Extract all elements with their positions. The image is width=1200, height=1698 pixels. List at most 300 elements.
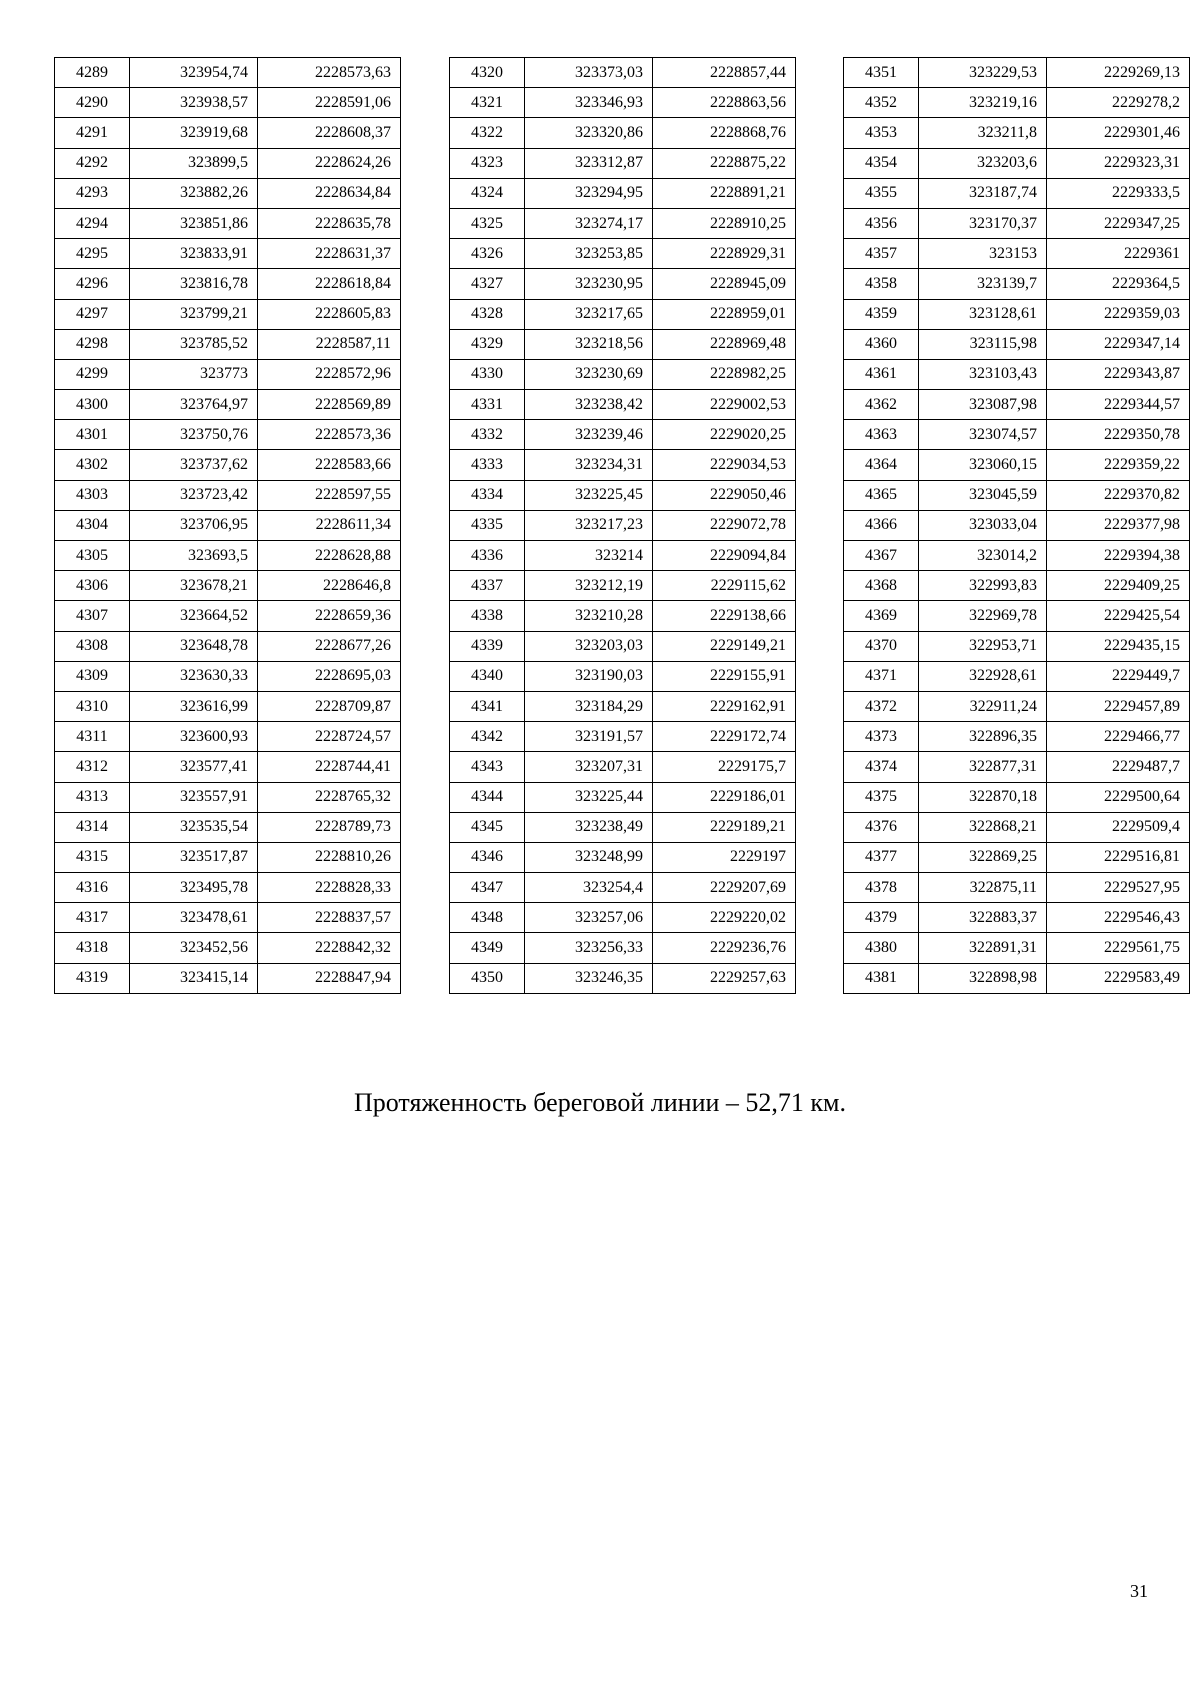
table-row (450, 661, 796, 691)
y-coordinate-cell: 2229138,66 (653, 601, 796, 631)
table-row (450, 390, 796, 420)
point-number-cell: 4341 (450, 691, 525, 721)
point-number-cell: 4370 (844, 631, 919, 661)
point-number-cell: 4338 (450, 601, 525, 631)
table-row (55, 359, 401, 389)
y-coordinate-cell: 2229359,22 (1047, 450, 1190, 480)
table-row (55, 329, 401, 359)
x-coordinate-cell: 323346,93 (525, 88, 653, 118)
point-number-cell: 4289 (55, 58, 130, 88)
y-coordinate-cell: 2229435,15 (1047, 631, 1190, 661)
x-coordinate-cell: 323210,28 (525, 601, 653, 631)
y-coordinate-cell: 2229394,38 (1047, 541, 1190, 571)
point-number-cell: 4363 (844, 420, 919, 450)
x-coordinate-cell: 323678,21 (130, 571, 258, 601)
table-row (450, 359, 796, 389)
x-coordinate-cell: 323139,7 (919, 269, 1047, 299)
table-row (844, 722, 1190, 752)
point-number-cell: 4324 (450, 178, 525, 208)
point-number-cell: 4334 (450, 480, 525, 510)
point-number-cell: 4323 (450, 148, 525, 178)
y-coordinate-cell: 2228587,11 (258, 329, 401, 359)
point-number-cell: 4376 (844, 812, 919, 842)
page-number: 31 (1130, 1581, 1148, 1601)
table-row (55, 752, 401, 782)
point-number-cell: 4339 (450, 631, 525, 661)
y-coordinate-cell: 2229409,25 (1047, 571, 1190, 601)
table-row (844, 390, 1190, 420)
coastline-length-text: Протяженность береговой линии – 52,71 км. (353, 1088, 847, 1117)
table-row (844, 903, 1190, 933)
y-coordinate-cell: 2228945,09 (653, 269, 796, 299)
x-coordinate-cell: 323630,33 (130, 661, 258, 691)
y-coordinate-cell: 2229347,25 (1047, 208, 1190, 238)
point-number-cell: 4377 (844, 842, 919, 872)
table-row (450, 269, 796, 299)
point-number-cell: 4331 (450, 390, 525, 420)
y-coordinate-cell: 2229155,91 (653, 661, 796, 691)
table-row (844, 842, 1190, 872)
point-number-cell: 4316 (55, 873, 130, 903)
x-coordinate-cell: 323452,56 (130, 933, 258, 963)
table-row (55, 510, 401, 540)
point-number-cell: 4330 (450, 359, 525, 389)
table-row (55, 782, 401, 812)
point-number-cell: 4301 (55, 420, 130, 450)
x-coordinate-cell: 323882,26 (130, 178, 258, 208)
x-coordinate-cell: 323750,76 (130, 420, 258, 450)
y-coordinate-cell: 2228868,76 (653, 118, 796, 148)
y-coordinate-cell: 2229527,95 (1047, 873, 1190, 903)
x-coordinate-cell: 323764,97 (130, 390, 258, 420)
table-row (844, 208, 1190, 238)
table-row (450, 873, 796, 903)
point-number-cell: 4361 (844, 359, 919, 389)
x-coordinate-cell: 323785,52 (130, 329, 258, 359)
x-coordinate-cell: 322868,21 (919, 812, 1047, 842)
x-coordinate-cell: 323153 (919, 239, 1047, 269)
table-row (844, 329, 1190, 359)
y-coordinate-cell: 2228572,96 (258, 359, 401, 389)
x-coordinate-cell: 323217,65 (525, 299, 653, 329)
y-coordinate-cell: 2228709,87 (258, 691, 401, 721)
y-coordinate-cell: 2229509,4 (1047, 812, 1190, 842)
point-number-cell: 4309 (55, 661, 130, 691)
y-coordinate-cell: 2229189,21 (653, 812, 796, 842)
y-coordinate-cell: 2228677,26 (258, 631, 401, 661)
point-number-cell: 4310 (55, 691, 130, 721)
point-number-cell: 4307 (55, 601, 130, 631)
point-number-cell: 4379 (844, 903, 919, 933)
point-number-cell: 4295 (55, 239, 130, 269)
x-coordinate-cell: 323115,98 (919, 329, 1047, 359)
y-coordinate-cell: 2229546,43 (1047, 903, 1190, 933)
y-coordinate-cell: 2228646,8 (258, 571, 401, 601)
point-number-cell: 4365 (844, 480, 919, 510)
table-row (450, 541, 796, 571)
y-coordinate-cell: 2229020,25 (653, 420, 796, 450)
point-number-cell: 4293 (55, 178, 130, 208)
table-row (844, 933, 1190, 963)
y-coordinate-cell: 2228573,63 (258, 58, 401, 88)
y-coordinate-cell: 2229197 (653, 842, 796, 872)
y-coordinate-cell: 2228628,88 (258, 541, 401, 571)
coordinates-table-1 (54, 57, 401, 994)
y-coordinate-cell: 2228591,06 (258, 88, 401, 118)
y-coordinate-cell: 2228789,73 (258, 812, 401, 842)
x-coordinate-cell: 323087,98 (919, 390, 1047, 420)
point-number-cell: 4292 (55, 148, 130, 178)
table-row (844, 148, 1190, 178)
point-number-cell: 4380 (844, 933, 919, 963)
table-row (844, 118, 1190, 148)
table-row (450, 510, 796, 540)
y-coordinate-cell: 2228810,26 (258, 842, 401, 872)
x-coordinate-cell: 323128,61 (919, 299, 1047, 329)
point-number-cell: 4337 (450, 571, 525, 601)
y-coordinate-cell: 2229364,5 (1047, 269, 1190, 299)
x-coordinate-cell: 323954,74 (130, 58, 258, 88)
x-coordinate-cell: 323664,52 (130, 601, 258, 631)
x-coordinate-cell: 323246,35 (525, 963, 653, 993)
x-coordinate-cell: 322911,24 (919, 691, 1047, 721)
x-coordinate-cell: 323773 (130, 359, 258, 389)
table-row (450, 571, 796, 601)
y-coordinate-cell: 2228863,56 (653, 88, 796, 118)
x-coordinate-cell: 323239,46 (525, 420, 653, 450)
point-number-cell: 4349 (450, 933, 525, 963)
y-coordinate-cell: 2228875,22 (653, 148, 796, 178)
point-number-cell: 4358 (844, 269, 919, 299)
table-row (844, 541, 1190, 571)
point-number-cell: 4319 (55, 963, 130, 993)
y-coordinate-cell: 2229186,01 (653, 782, 796, 812)
table-row (450, 963, 796, 993)
table-row (844, 510, 1190, 540)
table-row (844, 812, 1190, 842)
table-row (55, 208, 401, 238)
table-row (844, 691, 1190, 721)
y-coordinate-cell: 2228608,37 (258, 118, 401, 148)
y-coordinate-cell: 2229278,2 (1047, 88, 1190, 118)
coordinates-table-2 (449, 57, 796, 994)
table-row (55, 661, 401, 691)
point-number-cell: 4347 (450, 873, 525, 903)
point-number-cell: 4322 (450, 118, 525, 148)
y-coordinate-cell: 2228597,55 (258, 480, 401, 510)
table-row (450, 782, 796, 812)
y-coordinate-cell: 2229034,53 (653, 450, 796, 480)
table-row (450, 631, 796, 661)
y-coordinate-cell: 2229002,53 (653, 390, 796, 420)
point-number-cell: 4362 (844, 390, 919, 420)
table-row (450, 299, 796, 329)
table-row (844, 873, 1190, 903)
table-row (844, 752, 1190, 782)
y-coordinate-cell: 2229323,31 (1047, 148, 1190, 178)
table-row (450, 178, 796, 208)
table-row (55, 118, 401, 148)
point-number-cell: 4374 (844, 752, 919, 782)
table-row (844, 88, 1190, 118)
table-row (55, 88, 401, 118)
y-coordinate-cell: 2229207,69 (653, 873, 796, 903)
x-coordinate-cell: 322993,83 (919, 571, 1047, 601)
table-row (844, 782, 1190, 812)
y-coordinate-cell: 2229269,13 (1047, 58, 1190, 88)
table-row (55, 631, 401, 661)
x-coordinate-cell: 323373,03 (525, 58, 653, 88)
y-coordinate-cell: 2229350,78 (1047, 420, 1190, 450)
table-row (844, 58, 1190, 88)
y-coordinate-cell: 2229561,75 (1047, 933, 1190, 963)
table-row (450, 148, 796, 178)
x-coordinate-cell: 323230,95 (525, 269, 653, 299)
point-number-cell: 4342 (450, 722, 525, 752)
x-coordinate-cell: 323938,57 (130, 88, 258, 118)
table-row (450, 752, 796, 782)
point-number-cell: 4327 (450, 269, 525, 299)
table-row (450, 118, 796, 148)
table-row (450, 329, 796, 359)
x-coordinate-cell: 322870,18 (919, 782, 1047, 812)
x-coordinate-cell: 323248,99 (525, 842, 653, 872)
x-coordinate-cell: 323219,16 (919, 88, 1047, 118)
table-row (55, 480, 401, 510)
point-number-cell: 4317 (55, 903, 130, 933)
table-row (55, 873, 401, 903)
x-coordinate-cell: 323648,78 (130, 631, 258, 661)
point-number-cell: 4320 (450, 58, 525, 88)
table-row (55, 812, 401, 842)
point-number-cell: 4297 (55, 299, 130, 329)
y-coordinate-cell: 2229377,98 (1047, 510, 1190, 540)
x-coordinate-cell: 323693,5 (130, 541, 258, 571)
point-number-cell: 4332 (450, 420, 525, 450)
point-number-cell: 4372 (844, 691, 919, 721)
table-row (844, 601, 1190, 631)
table-row (55, 601, 401, 631)
y-coordinate-cell: 2229301,46 (1047, 118, 1190, 148)
point-number-cell: 4302 (55, 450, 130, 480)
y-coordinate-cell: 2229516,81 (1047, 842, 1190, 872)
y-coordinate-cell: 2229220,02 (653, 903, 796, 933)
y-coordinate-cell: 2228618,84 (258, 269, 401, 299)
point-number-cell: 4355 (844, 178, 919, 208)
point-number-cell: 4346 (450, 842, 525, 872)
y-coordinate-cell: 2228624,26 (258, 148, 401, 178)
x-coordinate-cell: 323616,99 (130, 691, 258, 721)
point-number-cell: 4359 (844, 299, 919, 329)
point-number-cell: 4354 (844, 148, 919, 178)
x-coordinate-cell: 322875,11 (919, 873, 1047, 903)
y-coordinate-cell: 2229343,87 (1047, 359, 1190, 389)
table-row (844, 299, 1190, 329)
table-row (844, 420, 1190, 450)
point-number-cell: 4325 (450, 208, 525, 238)
table-row (55, 722, 401, 752)
x-coordinate-cell: 322898,98 (919, 963, 1047, 993)
y-coordinate-cell: 2229149,21 (653, 631, 796, 661)
point-number-cell: 4352 (844, 88, 919, 118)
y-coordinate-cell: 2228969,48 (653, 329, 796, 359)
table-row (450, 420, 796, 450)
point-number-cell: 4328 (450, 299, 525, 329)
point-number-cell: 4367 (844, 541, 919, 571)
point-number-cell: 4318 (55, 933, 130, 963)
table-row (450, 450, 796, 480)
x-coordinate-cell: 323225,45 (525, 480, 653, 510)
x-coordinate-cell: 323060,15 (919, 450, 1047, 480)
x-coordinate-cell: 323253,85 (525, 239, 653, 269)
x-coordinate-cell: 323723,42 (130, 480, 258, 510)
table-row (844, 359, 1190, 389)
y-coordinate-cell: 2228573,36 (258, 420, 401, 450)
table-row (450, 88, 796, 118)
table-row (55, 903, 401, 933)
table-row (450, 842, 796, 872)
y-coordinate-cell: 2229370,82 (1047, 480, 1190, 510)
point-number-cell: 4336 (450, 541, 525, 571)
x-coordinate-cell: 323600,93 (130, 722, 258, 752)
x-coordinate-cell: 323577,41 (130, 752, 258, 782)
point-number-cell: 4306 (55, 571, 130, 601)
table-row (844, 631, 1190, 661)
x-coordinate-cell: 323274,17 (525, 208, 653, 238)
y-coordinate-cell: 2228857,44 (653, 58, 796, 88)
x-coordinate-cell: 323737,62 (130, 450, 258, 480)
y-coordinate-cell: 2229500,64 (1047, 782, 1190, 812)
y-coordinate-cell: 2229347,14 (1047, 329, 1190, 359)
point-number-cell: 4371 (844, 661, 919, 691)
table-row (55, 299, 401, 329)
point-number-cell: 4303 (55, 480, 130, 510)
table-row (55, 148, 401, 178)
point-number-cell: 4366 (844, 510, 919, 540)
y-coordinate-cell: 2229115,62 (653, 571, 796, 601)
y-coordinate-cell: 2228837,57 (258, 903, 401, 933)
point-number-cell: 4298 (55, 329, 130, 359)
point-number-cell: 4381 (844, 963, 919, 993)
x-coordinate-cell: 323190,03 (525, 661, 653, 691)
table-row (55, 571, 401, 601)
point-number-cell: 4321 (450, 88, 525, 118)
x-coordinate-cell: 323535,54 (130, 812, 258, 842)
x-coordinate-cell: 322869,25 (919, 842, 1047, 872)
table-row (450, 933, 796, 963)
x-coordinate-cell: 323899,5 (130, 148, 258, 178)
x-coordinate-cell: 322953,71 (919, 631, 1047, 661)
point-number-cell: 4340 (450, 661, 525, 691)
y-coordinate-cell: 2228828,33 (258, 873, 401, 903)
y-coordinate-cell: 2228910,25 (653, 208, 796, 238)
x-coordinate-cell: 323238,42 (525, 390, 653, 420)
table-row (450, 812, 796, 842)
y-coordinate-cell: 2228695,03 (258, 661, 401, 691)
y-coordinate-cell: 2229583,49 (1047, 963, 1190, 993)
x-coordinate-cell: 323103,43 (919, 359, 1047, 389)
y-coordinate-cell: 2229257,63 (653, 963, 796, 993)
x-coordinate-cell: 323254,4 (525, 873, 653, 903)
y-coordinate-cell: 2228847,94 (258, 963, 401, 993)
x-coordinate-cell: 323919,68 (130, 118, 258, 148)
point-number-cell: 4378 (844, 873, 919, 903)
y-coordinate-cell: 2228724,57 (258, 722, 401, 752)
x-coordinate-cell: 323214 (525, 541, 653, 571)
x-coordinate-cell: 322896,35 (919, 722, 1047, 752)
y-coordinate-cell: 2229072,78 (653, 510, 796, 540)
y-coordinate-cell: 2228842,32 (258, 933, 401, 963)
x-coordinate-cell: 323207,31 (525, 752, 653, 782)
x-coordinate-cell: 323816,78 (130, 269, 258, 299)
x-coordinate-cell: 323074,57 (919, 420, 1047, 450)
point-number-cell: 4375 (844, 782, 919, 812)
x-coordinate-cell: 323495,78 (130, 873, 258, 903)
point-number-cell: 4291 (55, 118, 130, 148)
point-number-cell: 4299 (55, 359, 130, 389)
coordinates-table-3 (843, 57, 1190, 994)
y-coordinate-cell: 2228959,01 (653, 299, 796, 329)
point-number-cell: 4357 (844, 239, 919, 269)
x-coordinate-cell: 322969,78 (919, 601, 1047, 631)
point-number-cell: 4356 (844, 208, 919, 238)
table-row (450, 208, 796, 238)
y-coordinate-cell: 2229236,76 (653, 933, 796, 963)
y-coordinate-cell: 2228634,84 (258, 178, 401, 208)
y-coordinate-cell: 2228659,36 (258, 601, 401, 631)
x-coordinate-cell: 323212,19 (525, 571, 653, 601)
point-number-cell: 4344 (450, 782, 525, 812)
x-coordinate-cell: 323014,2 (919, 541, 1047, 571)
y-coordinate-cell: 2228891,21 (653, 178, 796, 208)
table-row (844, 178, 1190, 208)
y-coordinate-cell: 2228982,25 (653, 359, 796, 389)
y-coordinate-cell: 2229172,74 (653, 722, 796, 752)
table-row (450, 903, 796, 933)
x-coordinate-cell: 323799,21 (130, 299, 258, 329)
point-number-cell: 4345 (450, 812, 525, 842)
y-coordinate-cell: 2228605,83 (258, 299, 401, 329)
x-coordinate-cell: 323706,95 (130, 510, 258, 540)
table-row (55, 420, 401, 450)
x-coordinate-cell: 323415,14 (130, 963, 258, 993)
x-coordinate-cell: 323294,95 (525, 178, 653, 208)
point-number-cell: 4333 (450, 450, 525, 480)
point-number-cell: 4343 (450, 752, 525, 782)
point-number-cell: 4305 (55, 541, 130, 571)
point-number-cell: 4353 (844, 118, 919, 148)
table-row (450, 239, 796, 269)
x-coordinate-cell: 323033,04 (919, 510, 1047, 540)
table-row (450, 601, 796, 631)
x-coordinate-cell: 323184,29 (525, 691, 653, 721)
table-row (450, 480, 796, 510)
table-row (844, 571, 1190, 601)
x-coordinate-cell: 322883,37 (919, 903, 1047, 933)
x-coordinate-cell: 323517,87 (130, 842, 258, 872)
table-row (55, 450, 401, 480)
point-number-cell: 4313 (55, 782, 130, 812)
x-coordinate-cell: 323557,91 (130, 782, 258, 812)
table-row (55, 842, 401, 872)
x-coordinate-cell: 323229,53 (919, 58, 1047, 88)
y-coordinate-cell: 2229449,7 (1047, 661, 1190, 691)
point-number-cell: 4364 (844, 450, 919, 480)
point-number-cell: 4315 (55, 842, 130, 872)
table-row (844, 450, 1190, 480)
table-row (55, 58, 401, 88)
x-coordinate-cell: 323170,37 (919, 208, 1047, 238)
